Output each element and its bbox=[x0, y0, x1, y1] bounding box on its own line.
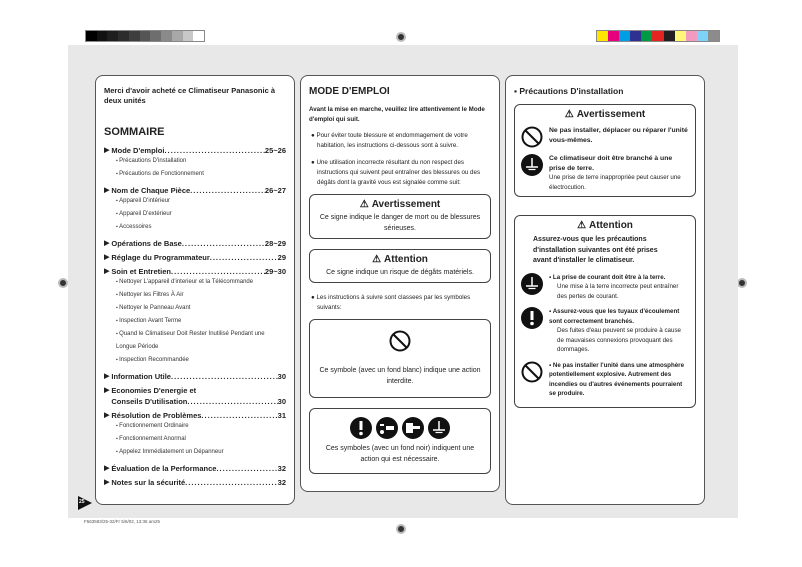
color-swatch bbox=[664, 31, 675, 41]
color-swatch bbox=[697, 31, 708, 41]
triangle-bullet-icon: ▶ bbox=[104, 479, 110, 486]
toc-subitem: ▪ Nettoyer les Filtres À Air bbox=[116, 289, 286, 302]
toc-subitem: ▪ Inspection Recommandée bbox=[116, 354, 286, 367]
color-swatch bbox=[597, 31, 608, 41]
triangle-bullet-icon: ▶ bbox=[104, 465, 110, 472]
registration-mark bbox=[396, 32, 406, 42]
toc-subitem: ▪ Quand le Climatiseur Doit Rester Inutilisé Pendant une Longue Période bbox=[116, 328, 286, 354]
plug-socket-icon bbox=[402, 417, 424, 439]
bullet-text: ● Les instructions à suivre sont classees par les symboles suivants: bbox=[311, 294, 471, 311]
toc-entry: ▶ Opérations de Base ..... 28~29 bbox=[104, 239, 286, 248]
toc-subitem: ▪ Appelez Immédiatement un Dépanneur bbox=[116, 446, 286, 459]
toc-subitem: ▪ Appareil D'intérieur bbox=[116, 195, 286, 208]
prohibited-icon bbox=[389, 330, 411, 352]
intro-text: Merci d'avoir acheté ce Climatiseur Panasonic à deux unités bbox=[104, 86, 276, 105]
intro-text: Avant la mise en marche, veuillez lire attentivement le Mode d'emploi qui suit. bbox=[309, 106, 485, 123]
color-swatch bbox=[193, 31, 204, 41]
toc-subitem: ▪ Précautions de Fonctionnement bbox=[116, 168, 286, 181]
color-swatch bbox=[86, 31, 97, 41]
registration-mark bbox=[396, 524, 406, 534]
toc-subitem: ▪ Accessoires bbox=[116, 221, 286, 234]
toc-entry: ▶ Notes sur la sécurité ..... 32 bbox=[104, 478, 286, 487]
ground-icon bbox=[428, 417, 450, 439]
gray-calibration-strip bbox=[85, 30, 205, 42]
warning-triangle-icon: ⚠ bbox=[577, 220, 587, 231]
triangle-bullet-icon: ▶ bbox=[104, 387, 110, 394]
prohibited-icon bbox=[521, 361, 543, 383]
toc-subitem: ▪ Précautions D'installation bbox=[116, 155, 286, 168]
exclamation-icon bbox=[350, 417, 372, 439]
ground-icon bbox=[521, 154, 543, 176]
attention-box: ⚠ Attention Ce signe indique un risque de dégâts matériels. bbox=[309, 249, 491, 283]
triangle-bullet-icon: ▶ bbox=[104, 373, 110, 380]
color-swatch bbox=[150, 31, 161, 41]
toc-subitem: ▪ Inspection Avant Terme bbox=[116, 315, 286, 328]
mode-emploi-panel bbox=[300, 75, 500, 492]
bullet-text: ● Une utilisation incorrecte résultant du non respect des instructions qui suivent peut entraîner des blessures ou des dégâts dont la gravité vous est signalée comme suit: bbox=[311, 159, 481, 186]
color-swatch bbox=[708, 31, 719, 41]
unplug-icon bbox=[376, 417, 398, 439]
table-of-contents bbox=[104, 146, 286, 487]
toc-subitem: ▪ Fonctionnement Anormal bbox=[116, 433, 286, 446]
contents-panel bbox=[95, 75, 295, 505]
contents-title: SOMMAIRE bbox=[104, 126, 165, 138]
toc-entry: ▶ Nom de Chaque Pièce ..... 26~27 bbox=[104, 186, 286, 195]
color-swatch bbox=[641, 31, 652, 41]
color-swatch bbox=[652, 31, 663, 41]
color-swatch bbox=[97, 31, 108, 41]
color-swatch bbox=[140, 31, 151, 41]
color-swatch bbox=[129, 31, 140, 41]
color-swatch bbox=[686, 31, 697, 41]
warning-box: ⚠ Avertissement Ce signe indique le danger de mort ou de blessures sérieuses. bbox=[309, 194, 491, 239]
toc-entry: ▶ Mode D'emploi ..... 25~26 bbox=[104, 146, 286, 155]
warning-box: ⚠ Avertissement Ne pas installer, déplacer ou réparer l'unité vous-mêmes. Ce climatiseur doit être branché à une prise de terre. Une prise de terre inappropriée peut causer une électrocution. bbox=[514, 104, 696, 197]
color-swatch bbox=[161, 31, 172, 41]
toc-subitem: ▪ Appareil D'extérieur bbox=[116, 208, 286, 221]
triangle-bullet-icon: ▶ bbox=[104, 187, 110, 194]
section-title: ▪ Précautions D'installation bbox=[514, 86, 624, 96]
ground-icon bbox=[521, 273, 543, 295]
page-number-marker: 25 bbox=[78, 496, 92, 510]
color-swatch bbox=[619, 31, 630, 41]
triangle-bullet-icon: ▶ bbox=[104, 147, 110, 154]
color-calibration-strip bbox=[596, 30, 720, 42]
toc-subitem: ▪ Nettoyer L'appareil d'interieur et la Télécommande bbox=[116, 276, 286, 289]
toc-entry: ▶ Information Utile ..... 30 bbox=[104, 372, 286, 381]
color-swatch bbox=[183, 31, 194, 41]
triangle-bullet-icon: ▶ bbox=[104, 240, 110, 247]
registration-mark bbox=[737, 278, 747, 288]
toc-entry: Conseils D'utilisation ..... 30 bbox=[104, 397, 286, 406]
registration-mark bbox=[58, 278, 68, 288]
triangle-bullet-icon: ▶ bbox=[104, 254, 110, 261]
toc-entry: ▶ Réglage du Programmateur ..... 29 bbox=[104, 253, 286, 262]
triangle-bullet-icon: ▶ bbox=[104, 412, 110, 419]
toc-entry: ▶ Economies D'energie et bbox=[104, 386, 197, 395]
bullet-text: ● Pour éviter toute blessure et endommagement de votre habitation, les instructions ci-dessous sont à suivre. bbox=[311, 132, 468, 149]
toc-subitem: ▪ Fonctionnement Ordinaire bbox=[116, 420, 286, 433]
color-swatch bbox=[630, 31, 641, 41]
color-swatch bbox=[608, 31, 619, 41]
mandatory-symbols-box: Ces symboles (avec un fond noir) indiquent une action qui est nécessaire. bbox=[309, 408, 491, 474]
toc-entry: ▶ Évaluation de la Performance ..... 32 bbox=[104, 464, 286, 473]
toc-subitem: ▪ Nettoyer le Panneau Avant bbox=[116, 302, 286, 315]
color-swatch bbox=[172, 31, 183, 41]
toc-entry: ▶ Soin et Entretien ..... 29~30 bbox=[104, 267, 286, 276]
print-footer: F563583/25-32/Fr 5/6/02, 13:36 am25 bbox=[84, 519, 161, 524]
toc-entry: ▶ Résolution de Problèmes ..... 31 bbox=[104, 411, 286, 420]
section-title: MODE D'EMPLOI bbox=[309, 86, 390, 97]
prohibited-symbol-box: Ce symbole (avec un fond blanc) indique une action interdite. bbox=[309, 319, 491, 398]
exclamation-icon bbox=[521, 307, 543, 329]
warning-triangle-icon: ⚠ bbox=[372, 254, 382, 265]
prohibited-icon bbox=[521, 126, 543, 148]
warning-triangle-icon: ⚠ bbox=[359, 199, 369, 210]
installation-precautions-panel bbox=[505, 75, 705, 505]
color-swatch bbox=[107, 31, 118, 41]
color-swatch bbox=[118, 31, 129, 41]
color-swatch bbox=[675, 31, 686, 41]
attention-box: ⚠ Attention Assurez-vous que les précautions d'installation suivantes ont été prises avant d'installer le climatiseur. ▪ La prise de courant doit être à la terre. Une mise à la terre incorrecte peut entraîner des pertes de courant. ▪ Assurez-vous que les tuyaux d'écoulement sont correctement branchés. Des fuites d'eau peuvent se produire à cause de mauvaises connexions provoquant des dommages. ▪ Ne pas installer l'unité dans une atmosphère potentiellement explosive. Autrement des incendies ou d'autres événements pourraient se produire. bbox=[514, 215, 696, 408]
warning-triangle-icon: ⚠ bbox=[564, 109, 574, 120]
triangle-bullet-icon: ▶ bbox=[104, 268, 110, 275]
